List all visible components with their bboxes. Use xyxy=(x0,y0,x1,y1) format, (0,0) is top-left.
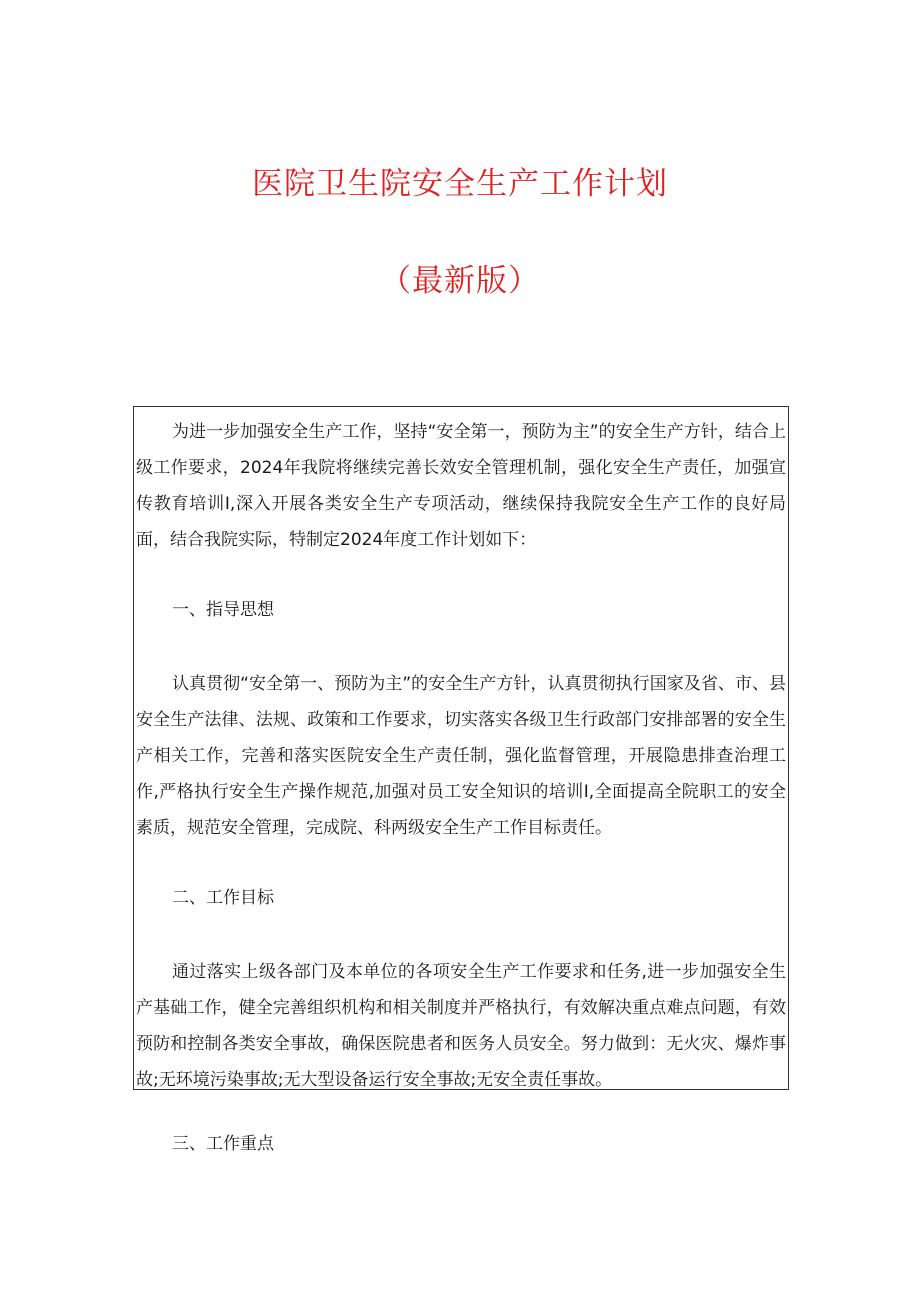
document-title: 医院卫生院安全生产工作计划 xyxy=(252,166,668,202)
section-heading-work-goals: 二、工作目标 xyxy=(172,888,274,908)
document-subtitle: （最新版） xyxy=(380,263,540,299)
section-heading-work-priorities: 三、工作重点 xyxy=(172,1134,274,1154)
section-body-guiding-ideology: 认真贯彻“安全第一、预防为主”的安全生产方针，认真贯彻执行国家及省、市、县安全生产法律、法规、政策和工作要求，切实落实各级卫生行政部门安排部署的安全生产相关工作，完善和落实医院安全生产责任制，强化监督管理，开展隐患排查治理工作,严格执行安全生产操作规范,加强对员工安全知识的培训I,全面提高全院职工的安全素质，规范安全管理，完成院、科两级安全生产工作目标责任。 xyxy=(136,674,786,838)
intro-paragraph: 为进一步加强安全生产工作，坚持“安全第一，预防为主”的安全生产方针，结合上级工作要求，2024年我院将继续完善长效安全管理机制，强化安全生产责任，加强宣传教育培训I,深入开展各类安全生产专项活动，继续保持我院安全生产工作的良好局面，结合我院实际，特制定2024年度工作计划如下： xyxy=(136,422,786,550)
section-heading-guiding-ideology: 一、指导思想 xyxy=(172,600,274,620)
section-body-work-goals: 通过落实上级各部门及本单位的各项安全生产工作要求和任务,进一步加强安全生产基础工作，健全完善组织机构和相关制度并严格执行，有效解决重点难点问题，有效预防和控制各类安全事故，确保医院患者和医务人员安全。努力做到：无火灾、爆炸事故;无环境污染事故;无大型设备运行安全事故;无安全责任事故。 xyxy=(136,962,786,1090)
